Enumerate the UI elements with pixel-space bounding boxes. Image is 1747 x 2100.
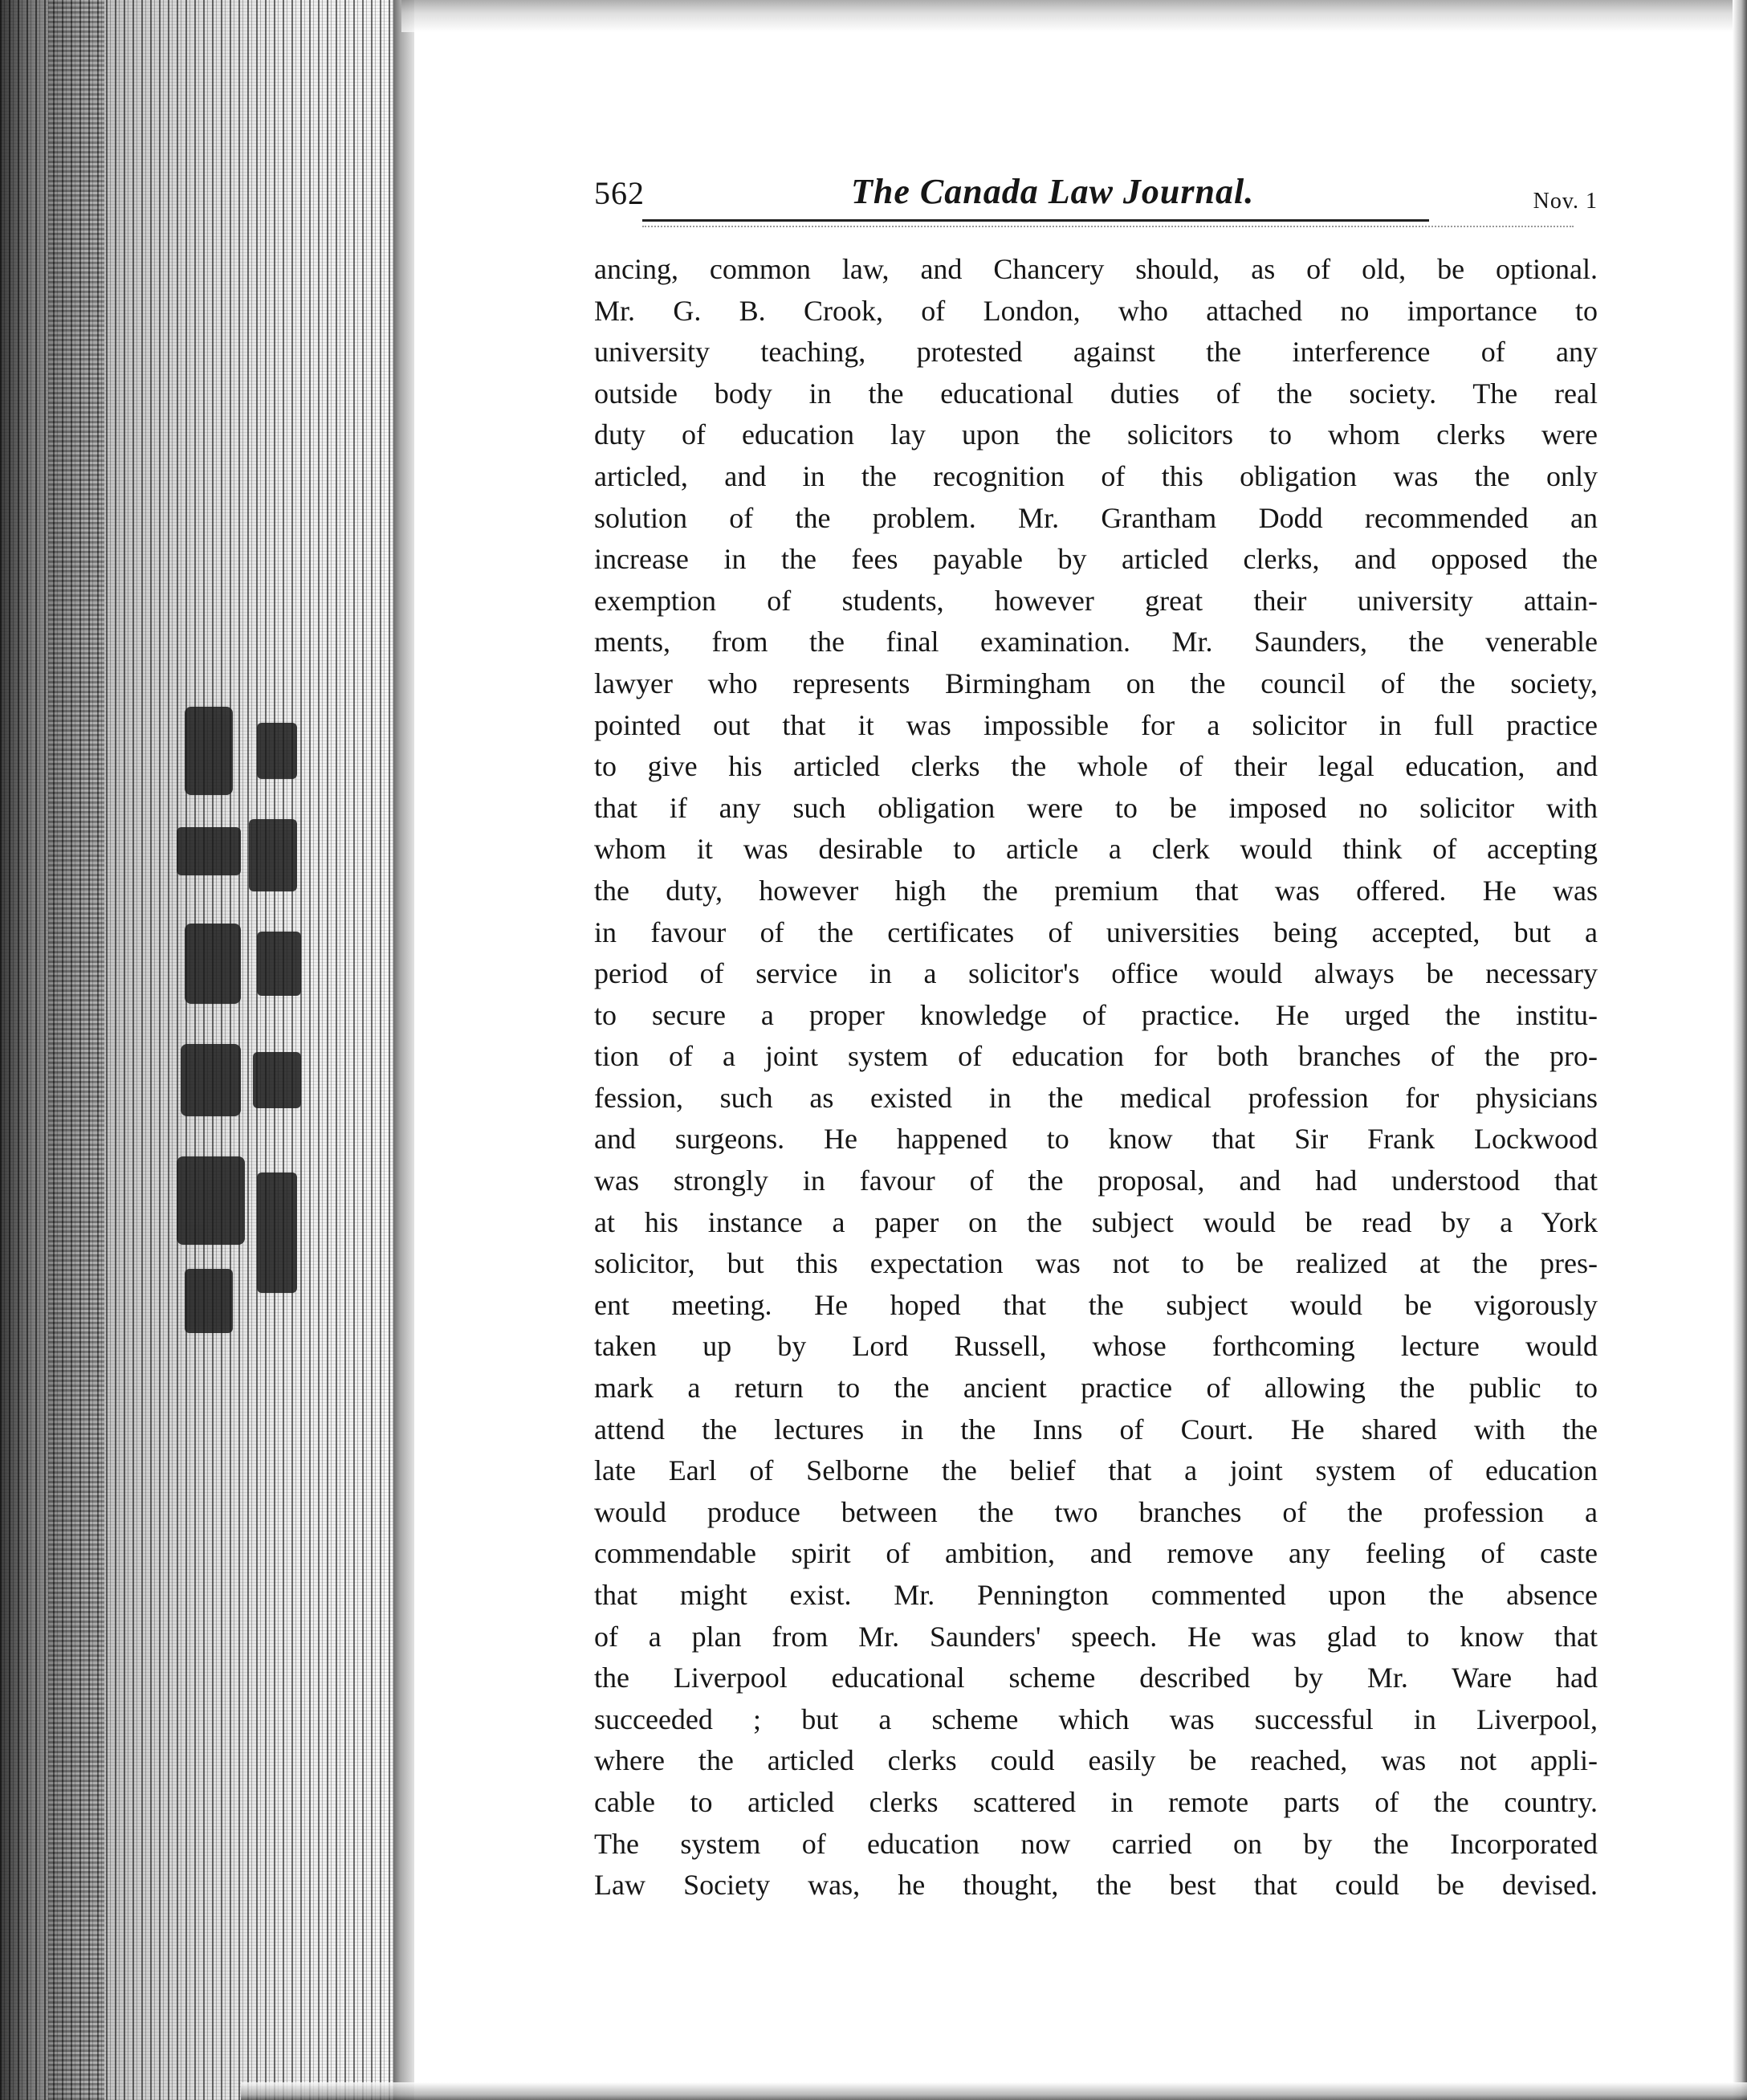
bottom-page-edge xyxy=(241,2082,1747,2100)
running-head xyxy=(594,165,1598,229)
text-line: ent meeting. He hoped that the subject would be vigorously xyxy=(594,1288,1598,1321)
body-text xyxy=(594,249,1598,1906)
text-line: late Earl of Selborne the belief that a joint system of education xyxy=(594,1454,1598,1487)
text-line: tion of a joint system of education for both branches of the pro- xyxy=(594,1040,1598,1073)
text-line: exemption of students, however great their university attain- xyxy=(594,584,1598,617)
text-line: Mr. G. B. Crook, of London, who attached no importance to xyxy=(594,294,1598,327)
text-line: outside body in the educational duties of the society. The real xyxy=(594,377,1598,410)
text-line: ancing, common law, and Chancery should, as of old, be optional. xyxy=(594,253,1598,285)
spine-lettering-mark xyxy=(153,691,337,1349)
text-line: and surgeons. He happened to know that Sir Frank Lockwood xyxy=(594,1123,1598,1156)
text-line: the Liverpool educational scheme described by Mr. Ware had xyxy=(594,1662,1598,1694)
header-rule-dotted xyxy=(642,226,1574,227)
text-line: in favour of the certificates of universities being accepted, but a xyxy=(594,915,1598,948)
text-line: whom it was desirable to article a clerk would think of accepting xyxy=(594,833,1598,866)
printed-page xyxy=(594,165,1598,1902)
text-line: taken up by Lord Russell, whose forthcoming lecture would xyxy=(594,1330,1598,1363)
text-line: solicitor, but this expectation was not to be realized at the pres- xyxy=(594,1247,1598,1280)
text-line: that if any such obligation were to be imposed no solicitor with xyxy=(594,791,1598,824)
text-line: increase in the fees payable by articled clerks, and opposed the xyxy=(594,543,1598,576)
text-line: of a plan from Mr. Saunders' speech. He was glad to know that xyxy=(594,1620,1598,1653)
text-line: succeeded ; but a scheme which was successful in Liverpool, xyxy=(594,1702,1598,1735)
top-page-edge xyxy=(401,0,1747,32)
page-number: 562 xyxy=(594,175,645,211)
text-line: would produce between the two branches of the profession a xyxy=(594,1495,1598,1528)
text-line: to give his articled clerks the whole of their legal education, and xyxy=(594,750,1598,783)
text-line: attend the lectures in the Inns of Court. He shared with the xyxy=(594,1413,1598,1446)
issue-date: Nov. 1 xyxy=(1533,189,1598,214)
text-line: solution of the problem. Mr. Grantham Dodd recommended an xyxy=(594,501,1598,534)
text-line: ments, from the final examination. Mr. Saunders, the venerable xyxy=(594,626,1598,659)
text-line: that might exist. Mr. Pennington commented upon the absence xyxy=(594,1579,1598,1611)
header-rule xyxy=(642,219,1429,222)
text-line: mark a return to the ancient practice of allowing the public to xyxy=(594,1372,1598,1405)
text-line: period of service in a solicitor's office would always be necessary xyxy=(594,957,1598,990)
text-line: cable to articled clerks scattered in remote parts of the country. xyxy=(594,1785,1598,1818)
text-line: The system of education now carried on by the Incorporated xyxy=(594,1827,1598,1860)
text-line: the duty, however high the premium that was offered. He was xyxy=(594,874,1598,907)
text-line: duty of education lay upon the solicitors to whom clerks were xyxy=(594,418,1598,451)
text-line: fession, such as existed in the medical profession for physicians xyxy=(594,1081,1598,1114)
text-line: Law Society was, he thought, the best that could be devised. xyxy=(594,1869,1598,1902)
spine-shadow xyxy=(48,0,104,2100)
text-line: was strongly in favour of the proposal, and had understood that xyxy=(594,1164,1598,1197)
text-line: commendable spirit of ambition, and remove any feeling of caste xyxy=(594,1537,1598,1570)
text-line: articled, and in the recognition of this obligation was the only xyxy=(594,459,1598,492)
journal-title: The Canada Law Journal. xyxy=(851,172,1255,211)
text-line: university teaching, protested against the interference of any xyxy=(594,336,1598,369)
right-page-edge xyxy=(1733,0,1747,2100)
text-line: pointed out that it was impossible for a solicitor in full practice xyxy=(594,708,1598,741)
text-line: to secure a proper knowledge of practice. He urged the institu- xyxy=(594,998,1598,1031)
text-line: lawyer who represents Birmingham on the council of the society, xyxy=(594,667,1598,699)
page-gutter xyxy=(393,0,414,2100)
text-line: where the articled clerks could easily be reached, was not appli- xyxy=(594,1744,1598,1777)
text-line: at his instance a paper on the subject would be read by a York xyxy=(594,1205,1598,1238)
